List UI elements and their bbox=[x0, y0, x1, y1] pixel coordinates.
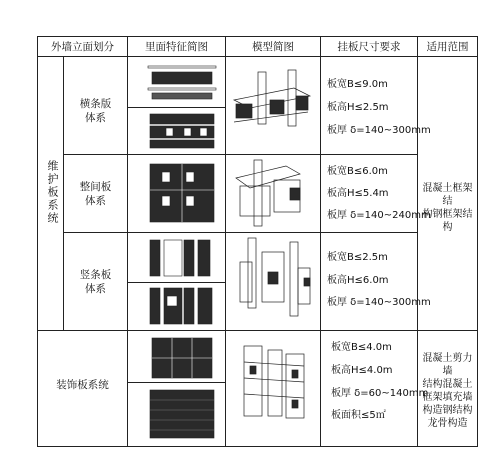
header-elevation: 里面特征简图 bbox=[145, 41, 208, 53]
row1-name-line1: 横条版 bbox=[79, 98, 112, 110]
decor-spec-height: 板高H≤4.0m bbox=[331, 365, 393, 376]
model-sketch-decor bbox=[244, 346, 304, 418]
scope-decor-line2: 结构混凝土 bbox=[422, 379, 473, 390]
row3-name-line1: 竖条板 bbox=[79, 269, 112, 281]
row2-name-line1: 整间板 bbox=[79, 181, 112, 193]
decor-spec-area: 板面积≤5㎡ bbox=[331, 410, 386, 421]
elevation-row1-b bbox=[150, 114, 214, 148]
elevation-row3-b bbox=[150, 288, 212, 324]
scope-decor-line3: 框架填充墙 bbox=[422, 392, 473, 403]
header-scope: 适用范围 bbox=[426, 41, 469, 53]
row2-spec-height: 板高H≤5.4m bbox=[327, 188, 389, 199]
group-decor-label: 装饰板系统 bbox=[56, 379, 109, 391]
header-model: 模型简图 bbox=[252, 41, 294, 53]
row3-spec-thickness: 板厚 δ=140~300mm bbox=[327, 297, 431, 308]
model-sketch-row3 bbox=[240, 238, 310, 316]
scope-maintenance-line2: 构钢框架结构 bbox=[422, 209, 473, 233]
row3-spec-width: 板宽B≤2.5m bbox=[327, 252, 388, 263]
elevation-row3-a bbox=[150, 240, 210, 276]
row3-spec-height: 板高H≤6.0m bbox=[327, 275, 389, 286]
scope-decor-line1: 混凝土剪力墙 bbox=[422, 353, 473, 377]
model-sketch-row1 bbox=[234, 70, 310, 126]
row2-spec-thickness: 板厚 δ=140~240mm bbox=[327, 210, 431, 221]
row2-name-line2: 体系 bbox=[85, 195, 106, 207]
decor-spec-width: 板宽B≤4.0m bbox=[331, 342, 392, 353]
scope-maintenance bbox=[418, 182, 477, 234]
header-size: 挂板尺寸要求 bbox=[337, 41, 401, 53]
row1-spec-thickness: 板厚 δ=140~300mm bbox=[327, 125, 431, 136]
scope-decor-line5: 龙骨构造 bbox=[427, 418, 468, 429]
group-maintenance-label: 维护板系统 bbox=[46, 160, 59, 225]
elevation-decor-a bbox=[152, 338, 212, 378]
scope-maintenance-line1: 混凝土框架结 bbox=[422, 183, 473, 207]
row3-name-line2: 体系 bbox=[85, 283, 106, 295]
scope-decor bbox=[418, 352, 477, 430]
row2-spec-width: 板宽B≤6.0m bbox=[327, 166, 388, 177]
decor-spec-thickness: 板厚 δ=60~140mm bbox=[331, 388, 429, 399]
header-division: 外墙立面划分 bbox=[51, 41, 114, 53]
model-sketch-row2 bbox=[236, 160, 300, 226]
scope-decor-line4: 构造钢结构 bbox=[422, 405, 473, 416]
elevation-row1-a bbox=[148, 66, 216, 99]
row1-name-line2: 体系 bbox=[85, 112, 106, 124]
elevation-row2 bbox=[150, 164, 214, 222]
row1-spec-width: 板宽B≤9.0m bbox=[327, 79, 388, 90]
elevation-decor-b bbox=[150, 390, 214, 438]
row1-spec-height: 板高H≤2.5m bbox=[327, 102, 389, 113]
